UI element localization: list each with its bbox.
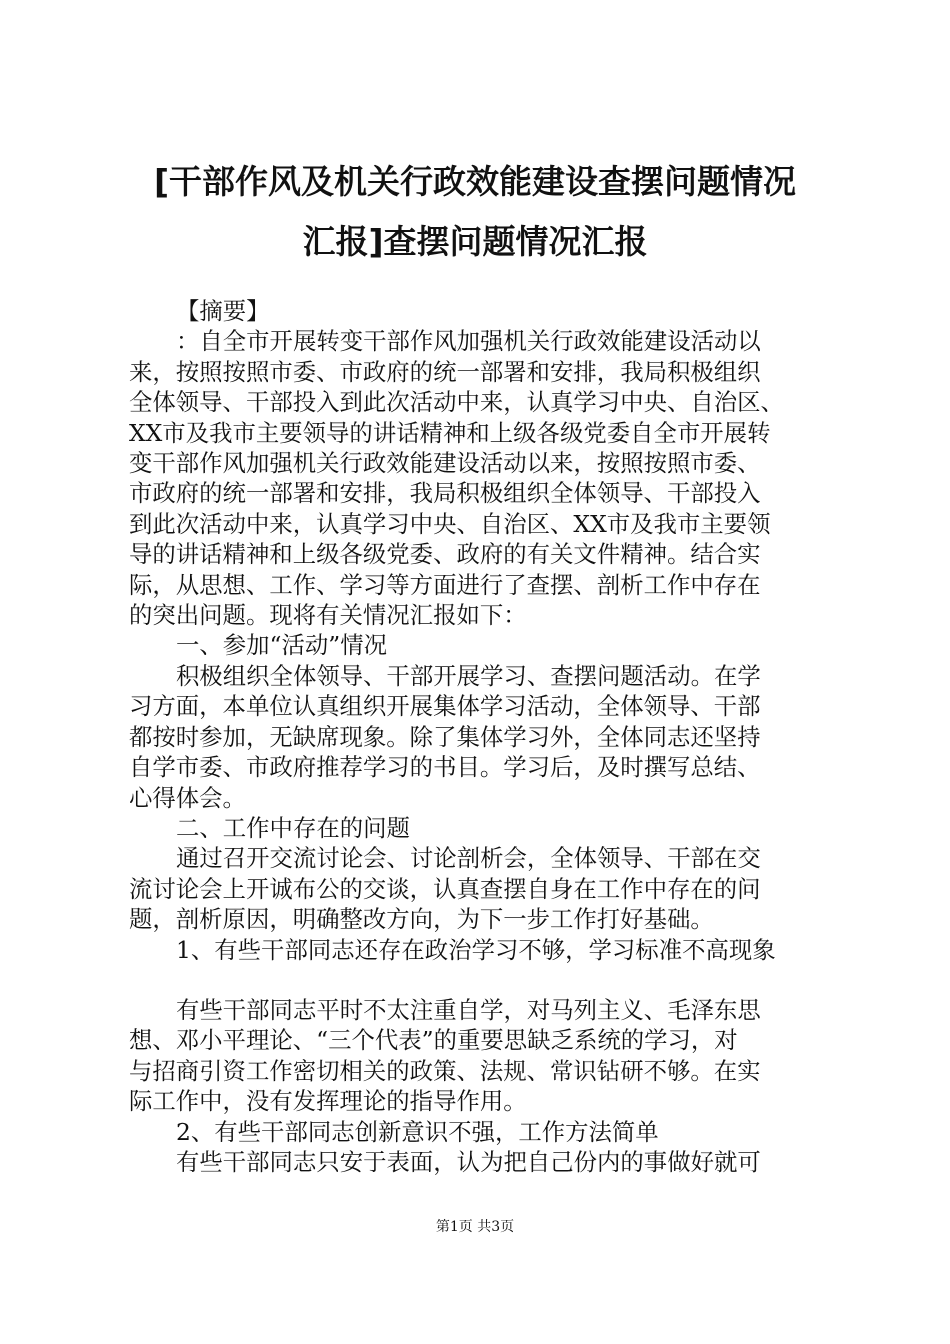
body-line: ：自全市开展转变干部作风加强机关行政效能建设活动以 [176, 327, 761, 356]
body-line: 的突出问题。现将有关情况汇报如下： [129, 601, 527, 630]
body-line: 自学市委、市政府推荐学习的书目。学习后，及时撰写总结、 [129, 753, 761, 782]
body-line: 题，剖析原因，明确整改方向，为下一步工作打好基础。 [129, 905, 714, 934]
body-line: 心得体会。 [129, 783, 246, 812]
body-line: 通过召开交流讨论会、讨论剖析会，全体领导、干部在交 [176, 844, 761, 873]
body-line: 来，按照按照市委、市政府的统一部署和安排，我局积极组织 [129, 357, 761, 386]
body-line: 到此次活动中来，认真学习中央、自治区、XX市及我市主要领 [129, 509, 771, 538]
body-line: 习方面，本单位认真组织开展集体学习活动，全体领导、干部 [129, 692, 761, 721]
subsection-heading: 1、有些干部同志还存在政治学习不够，学习标准不高现象 [176, 935, 776, 964]
blank-line [129, 965, 834, 995]
body-line: 变干部作风加强机关行政效能建设活动以来，按照按照市委、 [129, 449, 761, 478]
page-footer: 第1页 共3页 [435, 1219, 515, 1235]
document-title-line-1: [干部作风及机关行政效能建设查摆问题情况 [153, 162, 797, 201]
body-line: 流讨论会上开诚布公的交谈，认真查摆自身在工作中存在的问 [129, 874, 761, 903]
section-heading: 一、参加“活动”情况 [176, 631, 388, 660]
body-line: 全体领导、干部投入到此次活动中来，认真学习中央、自治区、 [129, 388, 784, 417]
body-line: 际，从思想、工作、学习等方面进行了查摆、剖析工作中存在 [129, 570, 761, 599]
body-line: 与招商引资工作密切相关的政策、法规、常识钻研不够。在实 [129, 1056, 761, 1085]
body-line: 有些干部同志只安于表面，认为把自己份内的事做好就可 [176, 1147, 761, 1176]
body-line: 想、邓小平理论、“三个代表”的重要思缺乏系统的学习，对 [129, 1026, 738, 1055]
body-line: 都按时参加，无缺席现象。除了集体学习外，全体同志还坚持 [129, 722, 761, 751]
abstract-heading: 【摘要】 [176, 297, 270, 325]
document-title-line-2: 汇报]查摆问题情况汇报 [302, 222, 648, 261]
body-line: 市政府的统一部署和安排，我局积极组织全体领导、干部投入 [129, 479, 761, 508]
body-line: 际工作中，没有发挥理论的指导作用。 [129, 1087, 527, 1116]
section-heading: 二、工作中存在的问题 [176, 813, 410, 842]
document-body [129, 296, 834, 1177]
body-line: 有些干部同志平时不太注重自学，对马列主义、毛泽东思 [176, 995, 761, 1024]
subsection-heading: 2、有些干部同志创新意识不强，工作方法简单 [176, 1117, 659, 1146]
body-line: XX市及我市主要领导的讲话精神和上级各级党委自全市开展转 [129, 418, 771, 447]
body-line: 导的讲话精神和上级各级党委、政府的有关文件精神。结合实 [129, 540, 761, 569]
body-line: 积极组织全体领导、干部开展学习、查摆问题活动。在学 [176, 661, 761, 690]
